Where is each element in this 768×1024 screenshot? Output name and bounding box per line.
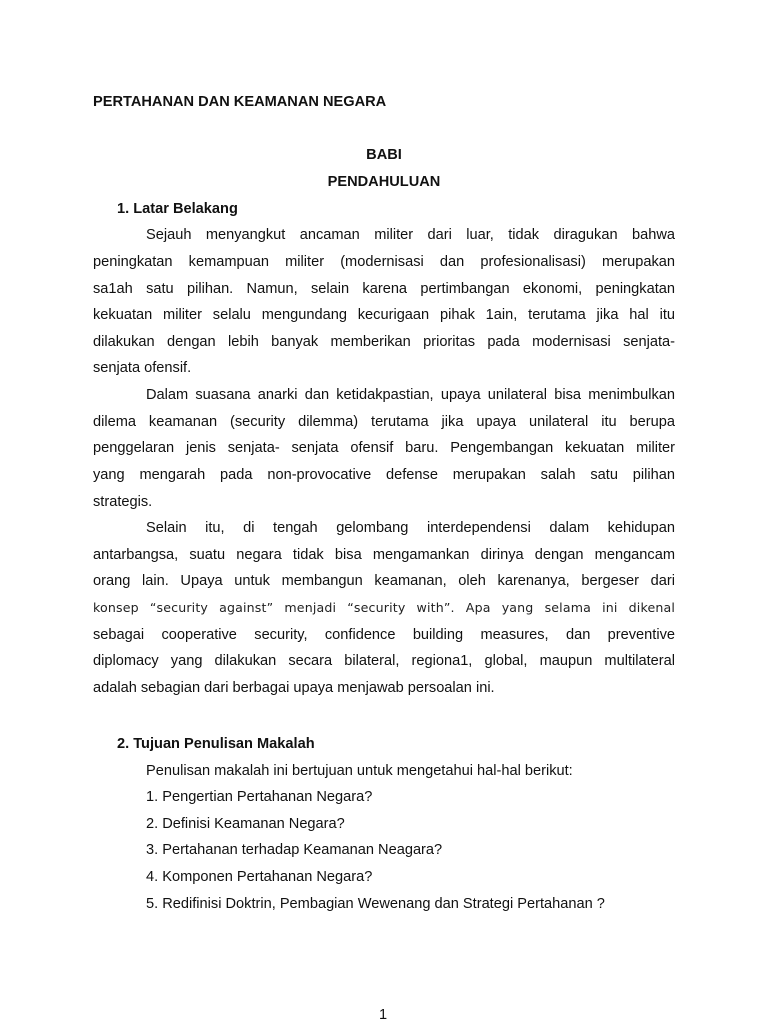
- section-1-heading: 1. Latar Belakang: [117, 201, 238, 217]
- list-item: 2. Definisi Keamanan Negara?: [146, 816, 345, 832]
- paragraph-line: penggelaran jenis senjata- senjata ofensif baru. Pengembangan kekuatan militer: [93, 440, 675, 456]
- paragraph-line: diplomacy yang dilakukan secara bilateral, regiona1, global, maupun multilateral: [93, 653, 675, 669]
- paragraph-line: dilema keamanan (security dilemma) terutama jika upaya unilateral itu berupa: [93, 414, 675, 430]
- section-2-intro: Penulisan makalah ini bertujuan untuk mengetahui hal-hal berikut:: [146, 763, 573, 779]
- list-item: 3. Pertahanan terhadap Keamanan Neagara?: [146, 842, 443, 858]
- paragraph-line: dilakukan dengan lebih banyak memberikan prioritas pada modernisasi senjata-: [93, 334, 675, 350]
- section-2-heading: 2. Tujuan Penulisan Makalah: [117, 736, 315, 752]
- paragraph-line: strategis.: [93, 494, 153, 510]
- paragraph-line: adalah sebagian dari berbagai upaya menjawab persoalan ini.: [93, 680, 495, 696]
- paragraph-line: Dalam suasana anarki dan ketidakpastian, upaya unilateral bisa menimbulkan: [146, 387, 675, 403]
- paragraph-line: orang lain. Upaya untuk membangun keamanan, oleh karenanya, bergeser dari: [93, 573, 675, 589]
- list-item: 4. Komponen Pertahanan Negara?: [146, 869, 373, 885]
- paragraph-line: konsep “security against” menjadi “security with”. Apa yang selama ini dikenal: [93, 600, 675, 615]
- chapter-title: PENDAHULUAN: [327, 174, 441, 190]
- list-item: 5. Redifinisi Doktrin, Pembagian Wewenang dan Strategi Pertahanan ?: [146, 896, 605, 912]
- page-number: 1: [378, 1007, 388, 1023]
- paragraph-line: Sejauh menyangkut ancaman militer dari luar, tidak diragukan bahwa: [146, 227, 675, 243]
- paragraph-line: yang mengarah pada non-provocative defense merupakan salah satu pilihan: [93, 467, 675, 483]
- paragraph-line: sebagai cooperative security, confidence building measures, dan preventive: [93, 627, 675, 643]
- paragraph-line: peningkatan kemampuan militer (modernisasi dan profesionalisasi) merupakan: [93, 254, 675, 270]
- paragraph-line: Selain itu, di tengah gelombang interdependensi dalam kehidupan: [146, 520, 675, 536]
- chapter-number: BABI: [366, 147, 402, 163]
- paragraph-line: sa1ah satu pilihan. Namun, selain karena pertimbangan ekonomi, peningkatan: [93, 281, 675, 297]
- paragraph-line: antarbangsa, suatu negara tidak bisa mengamankan dirinya dengan mengancam: [93, 547, 675, 563]
- paragraph-line: senjata ofensif.: [93, 360, 192, 376]
- paragraph-line: kekuatan militer selalu mengundang kecurigaan pihak 1ain, terutama jika hal itu: [93, 307, 675, 323]
- document-title: PERTAHANAN DAN KEAMANAN NEGARA: [93, 94, 387, 110]
- list-item: 1. Pengertian Pertahanan Negara?: [146, 789, 373, 805]
